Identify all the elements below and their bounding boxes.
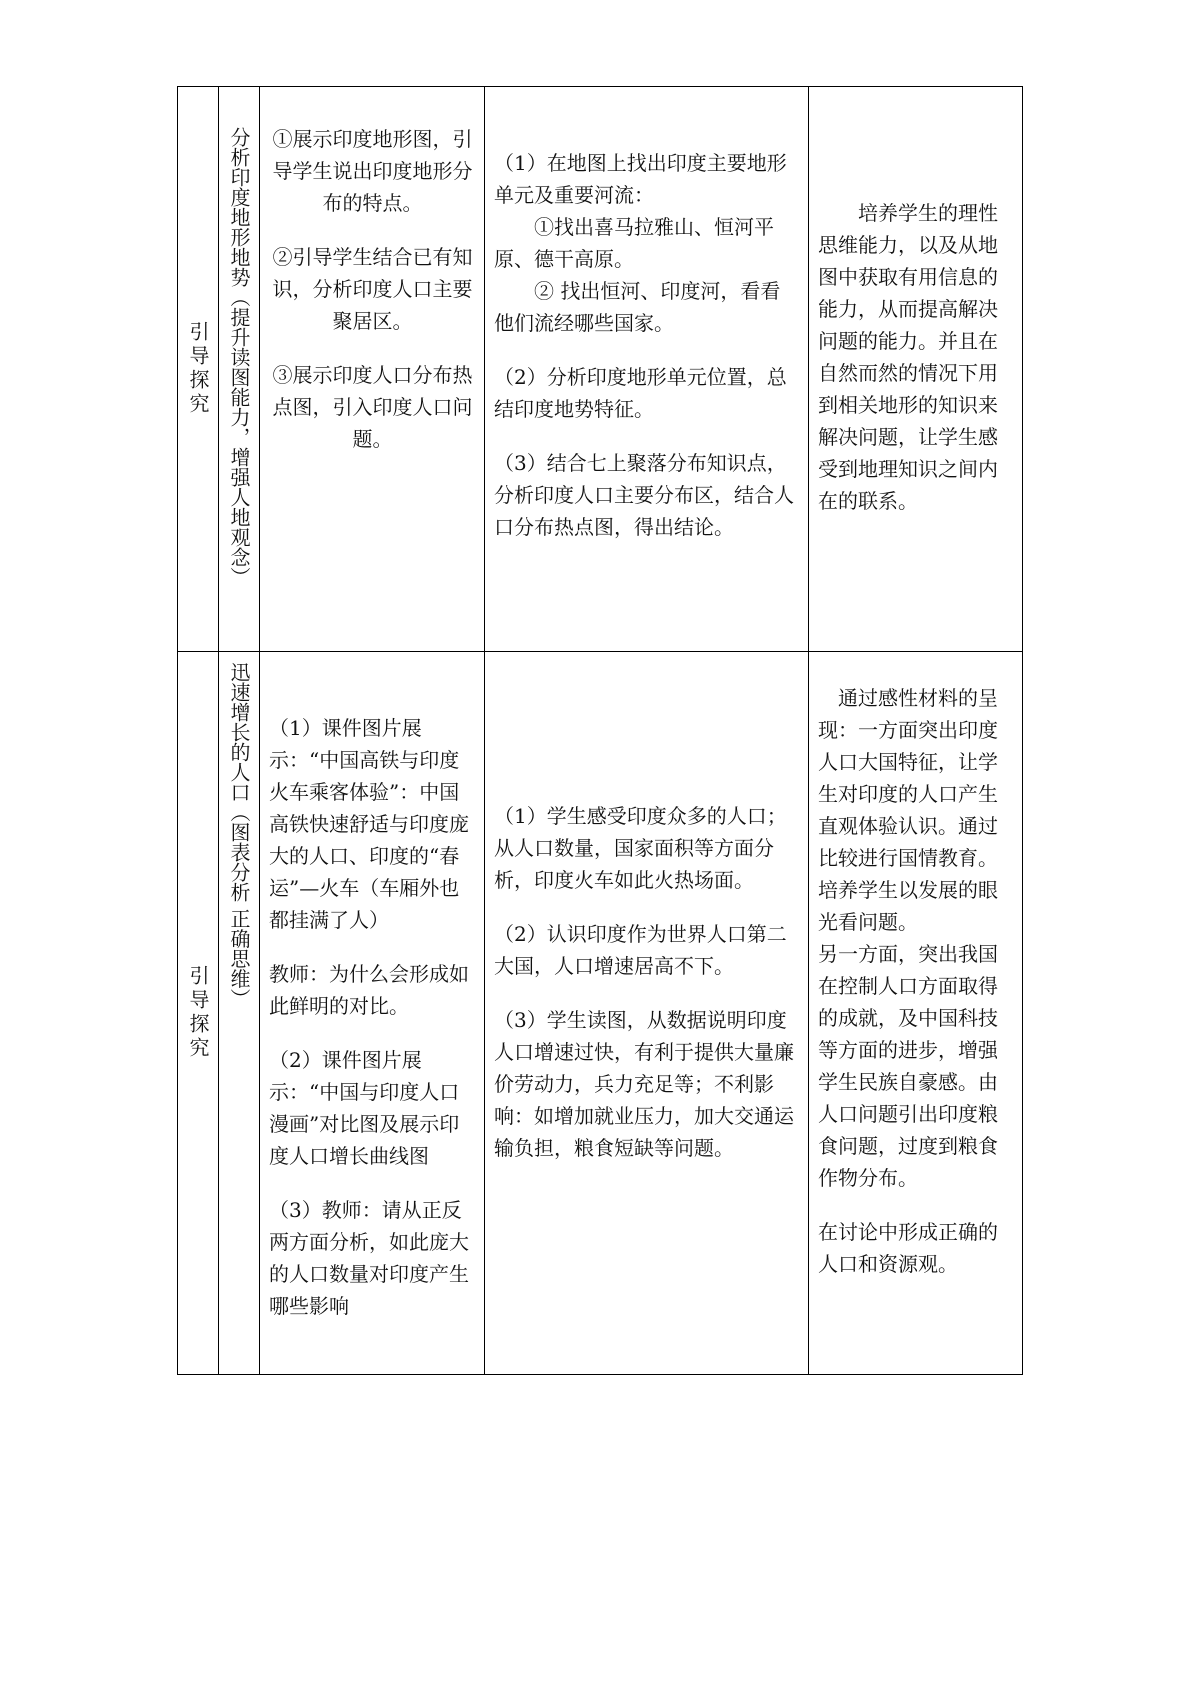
topic-label: 分析印度地形地势（提升读图能力，增强人地观念） (227, 127, 251, 587)
design-intent-item: 另一方面，突出我国在控制人口方面取得的成就，及中国科技等方面的进步，增强学生民族自豪感。由人口问题引出印度粮食问题，过度到粮食作物分布。 (818, 942, 998, 1190)
teacher-activity-item: ③展示印度人口分布热点图，引入印度人口问题。 (272, 363, 473, 451)
student-activity-item: ② 找出恒河、印度河，看看他们流经哪些国家。 (494, 279, 781, 335)
table-row (178, 652, 1023, 1375)
student-activity-item: ①找出喜马拉雅山、恒河平原、德干高原。 (494, 215, 774, 271)
stage-cell (178, 652, 219, 1375)
student-activity-item: （1）在地图上找出印度主要地形单元及重要河流： (494, 151, 787, 207)
stage-cell (178, 87, 219, 652)
stage-label: 引导探究 (186, 965, 210, 1061)
stage-label: 引导探究 (186, 321, 210, 417)
teacher-activity-item: 教师：为什么会形成如此鲜明的对比。 (269, 962, 469, 1018)
design-intent-cell (809, 87, 1023, 652)
student-activity-item: （3）结合七上聚落分布知识点，分析印度人口主要分布区，结合人口分布热点图，得出结论。 (494, 451, 794, 539)
student-activity-cell (485, 652, 809, 1375)
teacher-activity-cell (260, 652, 485, 1375)
teacher-activity-item: （1）课件图片展示：“中国高铁与印度火车乘客体验”：中国高铁快速舒适与印度庞大的人口、印度的“春运”—火车（车厢外也都挂满了人） (269, 716, 469, 932)
student-activity-item: （2）分析印度地形单元位置，总结印度地势特征。 (494, 365, 787, 421)
design-intent-cell (809, 652, 1023, 1375)
topic-label: 迅速增长的人口（图表分析 正确思维） (227, 662, 251, 1009)
teacher-activity-cell (260, 87, 485, 652)
teacher-activity-item: ②引导学生结合已有知识，分析印度人口主要聚居区。 (272, 245, 473, 333)
teacher-activity-item: （3）教师：请从正反两方面分析，如此庞大的人口数量对印度产生哪些影响 (269, 1198, 469, 1318)
topic-cell (219, 87, 260, 652)
teacher-activity-item: （2）课件图片展示：“中国与印度人口漫画”对比图及展示印度人口增长曲线图 (269, 1048, 460, 1168)
lesson-plan-table (177, 86, 1023, 1375)
design-intent-item: 通过感性材料的呈现：一方面突出印度人口大国特征，让学生对印度的人口产生直观体验认识。通过比较进行国情教育。培养学生以发展的眼光看问题。 (818, 686, 998, 934)
topic-cell (219, 652, 260, 1375)
design-intent-item: 培养学生的理性思维能力，以及从地图中获取有用信息的能力，从而提高解决问题的能力。并且在自然而然的情况下用到相关地形的知识来解决问题，让学生感受到地理知识之间内在的联系。 (818, 201, 998, 513)
student-activity-item: （3）学生读图，从数据说明印度人口增速过快，有利于提供大量廉价劳动力，兵力充足等；不利影响：如增加就业压力，加大交通运输负担，粮食短缺等问题。 (494, 1008, 794, 1160)
student-activity-cell (485, 87, 809, 652)
design-intent-item: 在讨论中形成正确的人口和资源观。 (818, 1220, 998, 1276)
table-row (178, 87, 1023, 652)
student-activity-item: （1）学生感受印度众多的人口；从人口数量，国家面积等方面分析，印度火车如此火热场面。 (494, 804, 787, 892)
teacher-activity-item: ①展示印度地形图，引导学生说出印度地形分布的特点。 (272, 127, 473, 215)
student-activity-item: （2）认识印度作为世界人口第二大国，人口增速居高不下。 (494, 922, 787, 978)
